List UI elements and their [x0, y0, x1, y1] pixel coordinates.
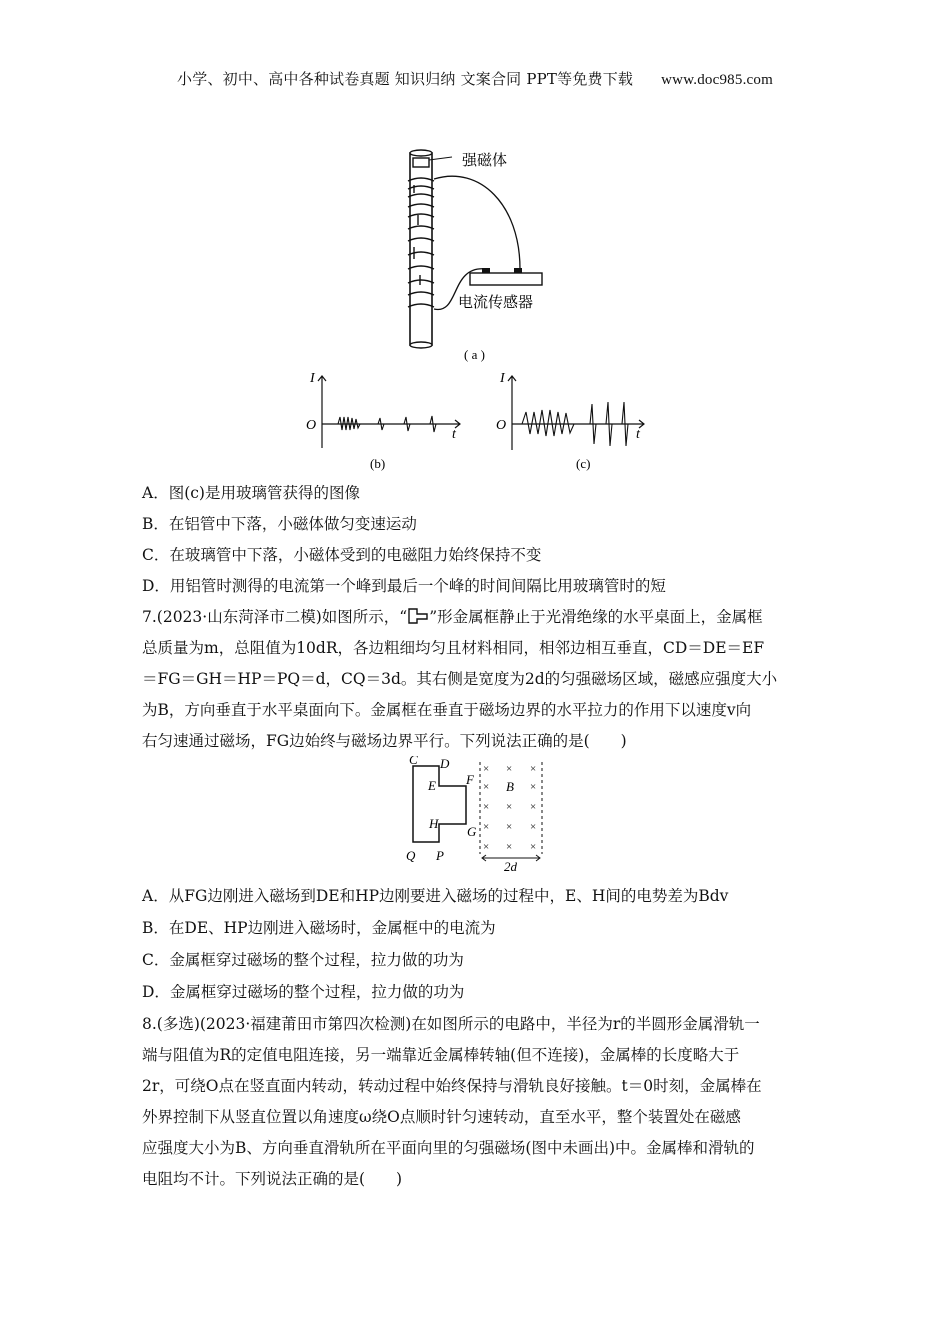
caption-c: (c)	[576, 456, 591, 471]
q7-option-b: B．在DE、HP边刚进入磁场时，金属框中的电流为	[142, 919, 496, 937]
coil	[408, 178, 434, 307]
axis-i-b: I	[310, 371, 315, 386]
label-2d: 2d	[504, 859, 517, 872]
label-g: G	[467, 824, 477, 839]
svg-text:×: ×	[483, 841, 490, 853]
svg-text:×: ×	[506, 801, 513, 813]
label-c: C	[409, 756, 418, 767]
label-b: B	[506, 779, 514, 794]
axis-t-c: t	[636, 427, 640, 442]
axis-i-c: I	[500, 371, 505, 386]
label-e: E	[428, 778, 436, 793]
svg-text:×: ×	[506, 763, 513, 775]
tube	[410, 153, 432, 345]
svg-text:×: ×	[530, 763, 537, 775]
q7-line-4: 为B，方向垂直于水平桌面向下。金属框在垂直于磁场边界的水平拉力的作用下以速度v向	[142, 701, 752, 719]
header-site: www.doc985.com	[661, 72, 773, 88]
q7-line-5: 右匀速通过磁场，FG边始终与磁场边界平行。下列说法正确的是( )	[142, 732, 627, 750]
metal-frame	[413, 766, 466, 842]
svg-text:×: ×	[506, 821, 513, 833]
figure-a	[390, 145, 570, 365]
q8-line-5: 应强度大小为B、方向垂直滑轨所在平面向里的匀强磁场(图中未画出)中。金属棒和滑轨的	[142, 1139, 755, 1157]
svg-text:×: ×	[530, 781, 537, 793]
q7-line-1b: ”形金属框静止于光滑绝缘的水平桌面上，金属框	[429, 608, 763, 626]
q8-line-1: 8.(多选)(2023·福建莆田市第四次检测)在如图所示的电路中，半径为r的半圆形金属滑轨一	[142, 1015, 760, 1033]
label-sensor: 电流传感器	[458, 293, 534, 311]
magnet	[413, 158, 429, 167]
q6-option-b: B．在铝管中下落，小磁体做匀变速运动	[142, 515, 417, 533]
axis-o-b: O	[306, 418, 317, 433]
axis-t-b: t	[452, 427, 456, 442]
svg-text:×: ×	[530, 801, 537, 813]
q7-line-1	[142, 607, 822, 627]
label-q: Q	[406, 848, 416, 863]
svg-text:×: ×	[483, 801, 490, 813]
page-header	[0, 68, 950, 89]
q6-option-d: D．用铝管时测得的电流第一个峰到最后一个峰的时间间隔比用玻璃管时的短	[142, 577, 666, 595]
frame-shape-icon	[407, 608, 429, 624]
field-crosses	[483, 763, 536, 853]
svg-text:×: ×	[530, 821, 537, 833]
header-text: 小学、初中、高中各种试卷真题 知识归纳 文案合同 PPT等免费下载	[177, 70, 634, 88]
q7-line-1a: 7.(2023·山东菏泽市二模)如图所示，“	[142, 608, 408, 626]
q6-option-a: A．图(c)是用玻璃管获得的图像	[142, 484, 360, 502]
svg-text:×: ×	[530, 841, 537, 853]
q6-option-c: C．在玻璃管中下落，小磁体受到的电磁阻力始终保持不变	[142, 546, 542, 564]
figure-bc	[300, 368, 660, 476]
label-f: F	[466, 772, 474, 787]
caption-a: ( a )	[464, 347, 485, 362]
q7-option-a: A．从FG边刚进入磁场到DE和HP边刚要进入磁场的过程中，E、H间的电势差为Bdv	[142, 887, 729, 905]
q7-option-c: C．金属框穿过磁场的整个过程，拉力做的功为	[142, 951, 464, 969]
label-magnet: 强磁体	[462, 151, 508, 169]
svg-text:×: ×	[506, 841, 513, 853]
axis-o-c: O	[496, 418, 507, 433]
label-h: H	[429, 816, 439, 831]
svg-text:×: ×	[483, 781, 490, 793]
current-sensor	[470, 273, 542, 285]
q7-line-2: 总质量为m，总阻值为10dR，各边粗细均匀且材料相同，相邻边相互垂直，CD＝DE＝EF	[142, 639, 765, 657]
label-d: D	[440, 756, 450, 771]
q7-option-d: D．金属框穿过磁场的整个过程，拉力做的功为	[142, 983, 465, 1001]
q8-line-4: 外界控制下从竖直位置以角速度ω绕O点顺时针匀速转动，直至水平，整个装置处在磁感	[142, 1108, 741, 1126]
svg-text:×: ×	[483, 821, 490, 833]
caption-b: (b)	[370, 456, 386, 471]
q8-line-2: 端与阻值为R的定值电阻连接，另一端靠近金属棒转轴(但不连接)，金属棒的长度略大于	[142, 1046, 740, 1064]
figure-7	[396, 756, 556, 872]
q8-line-6: 电阻均不计。下列说法正确的是( )	[142, 1170, 403, 1188]
q7-line-3: ＝FG＝GH＝HP＝PQ＝d，CQ＝3d。其右侧是宽度为2d的匀强磁场区域，磁感应强度大小	[142, 670, 778, 688]
svg-text:×: ×	[483, 763, 490, 775]
q8-line-3: 2r，可绕O点在竖直面内转动，转动过程中始终保持与滑轨良好接触。t＝0时刻，金属棒在	[142, 1077, 762, 1095]
label-p: P	[436, 848, 444, 863]
